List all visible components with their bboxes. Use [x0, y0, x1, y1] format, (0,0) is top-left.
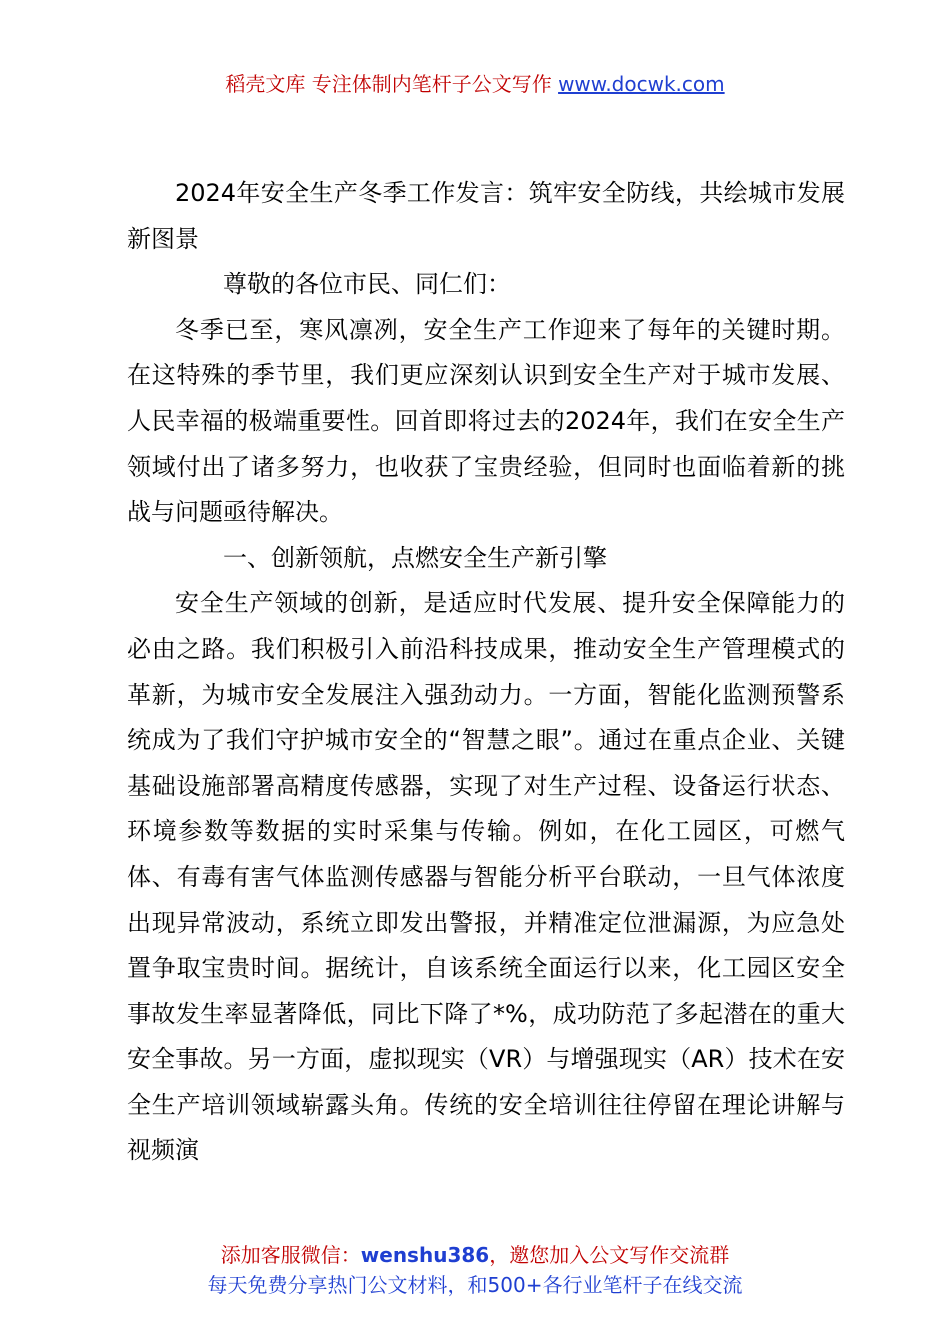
document-body — [127, 171, 845, 1174]
salutation: 尊敬的各位市民、同仁们： — [223, 270, 511, 299]
footer-banner — [0, 1240, 950, 1300]
footer-prefix: 添加客服微信： — [220, 1243, 361, 1267]
footer-line-2: 每天免费分享热门公文材料，和500+各行业笔杆子在线交流 — [207, 1273, 743, 1297]
header-brand: 稻壳文库 专注体制内笔杆子公文写作 — [225, 72, 552, 96]
footer-suffix: ，邀您加入公文写作交流群 — [489, 1243, 730, 1267]
intro-paragraph: 冬季已至，寒风凛冽，安全生产工作迎来了每年的关键时期。在这特殊的季节里，我们更应深刻认识到安全生产对于城市发展、人民幸福的极端重要性。回首即将过去的2024年，我们在安全生产领域付出了诸多努力，也收获了宝贵经验，但同时也面临着新的挑战与问题亟待解决。 — [127, 315, 845, 527]
footer-line-1 — [0, 1240, 950, 1270]
section-heading: 一、创新领航，点燃安全生产新引擎 — [223, 543, 607, 572]
header-banner — [0, 70, 950, 98]
section-paragraph: 安全生产领域的创新，是适应时代发展、提升安全保障能力的必由之路。我们积极引入前沿科技成果，推动安全生产管理模式的革新，为城市安全发展注入强劲动力。一方面，智能化监测预警系统成为了我们守护城市安全的“智慧之眼”。通过在重点企业、关键基础设施部署高精度传感器，实现了对生产过程、设备运行状态、环境参数等数据的实时采集与传输。例如，在化工园区，可燃气体、有毒有害气体监测传感器与智能分析平台联动，一旦气体浓度出现异常波动，系统立即发出警报，并精准定位泄漏源，为应急处置争取宝贵时间。据统计，自该系统全面运行以来，化工园区安全事故发生率显著降低，同比下降了*%，成功防范了多起潜在的重大安全事故。另一方面，虚拟现实（VR）与增强现实（AR）技术在安全生产培训领域崭露头角。传统的安全培训往往停留在理论讲解与视频演 — [127, 589, 845, 1165]
document-title: 2024年安全生产冬季工作发言：筑牢安全防线，共绘城市发展新图景 — [127, 179, 845, 253]
wechat-id: wenshu386 — [360, 1243, 490, 1267]
header-url-link[interactable]: www.docwk.com — [558, 72, 725, 96]
